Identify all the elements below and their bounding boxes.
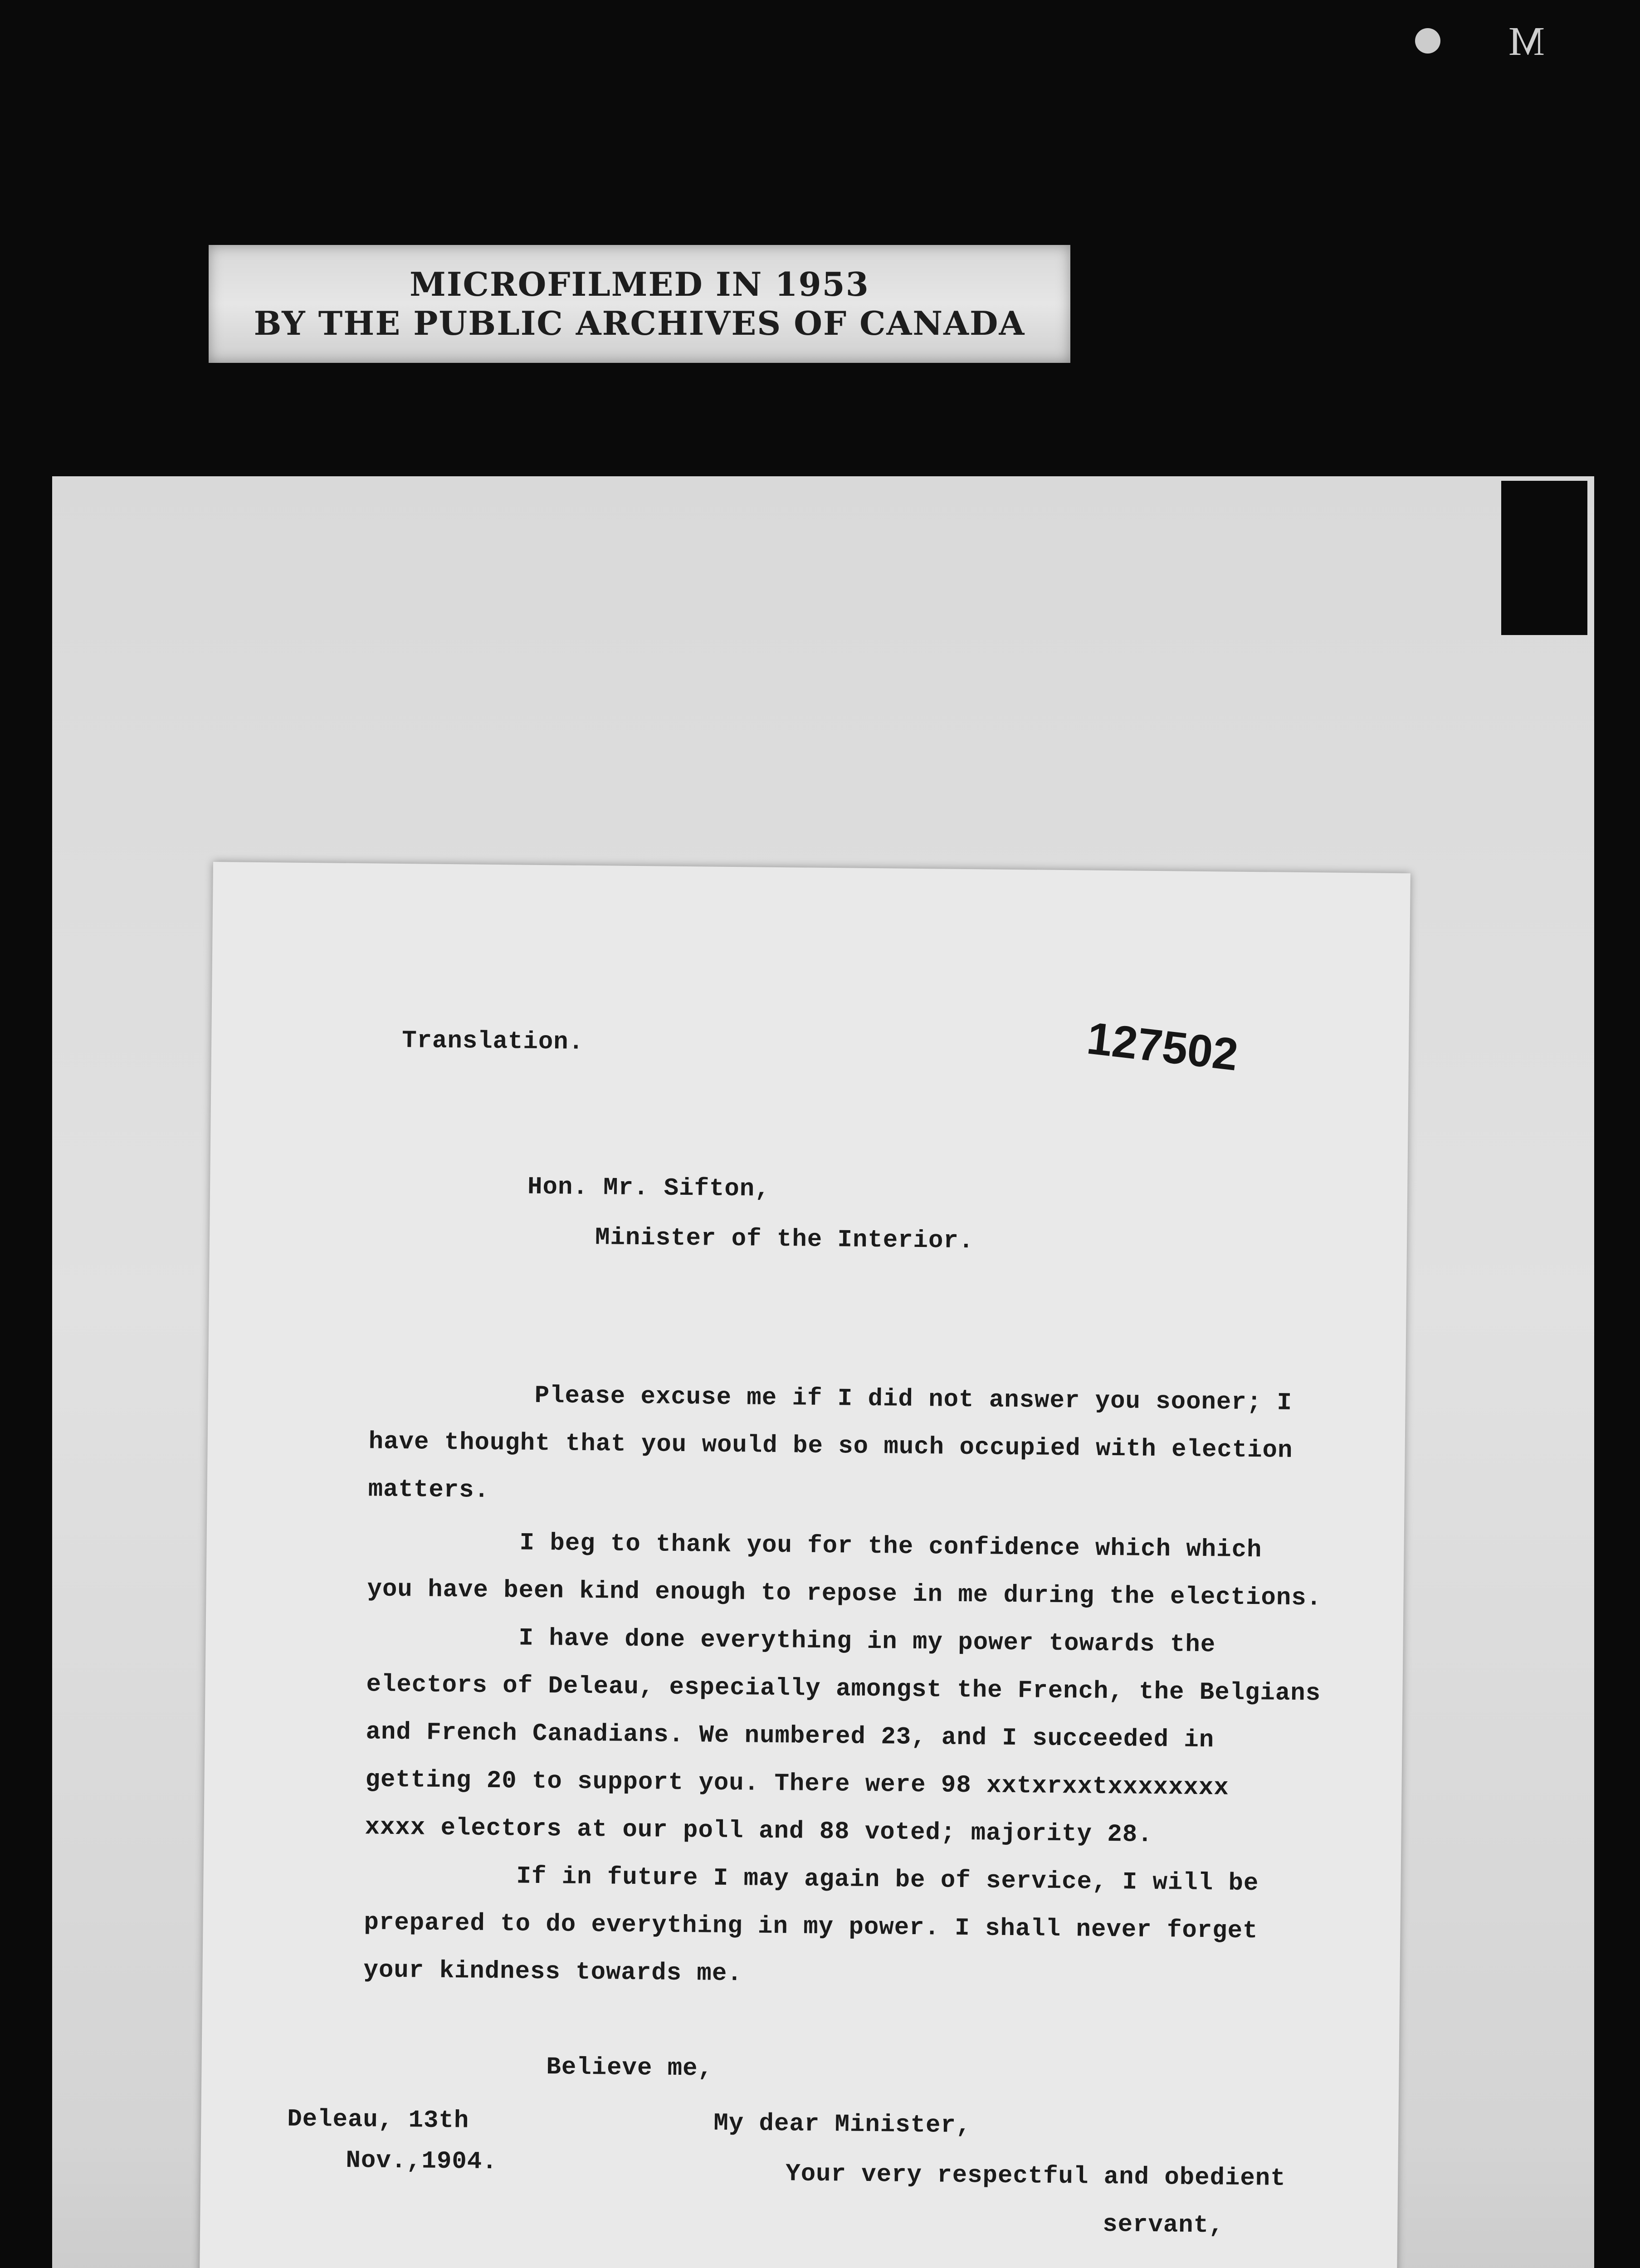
paragraph3-line2: electors of Deleau, especially amongst the French, the Belgians: [366, 1671, 1321, 1708]
film-corner-letter: M: [1508, 19, 1545, 64]
servant-line: servant,: [1102, 2210, 1224, 2240]
paragraph1-line2: have thought that you would be so much occupied with election: [368, 1428, 1293, 1465]
banner-line-2: BY THE PUBLIC ARCHIVES OF CANADA: [254, 304, 1025, 342]
letter-heading: Translation.: [401, 1027, 584, 1056]
paragraph4-line2: prepared to do everything in my power. I shall never forget: [364, 1909, 1258, 1945]
letter-date: Nov.,1904.: [346, 2146, 498, 2176]
salutation-line: My dear Minister,: [713, 2109, 971, 2140]
closing-line: Believe me,: [546, 2053, 713, 2083]
struck-typing-1: xxtxrxxtxxxxxxxx: [986, 1772, 1229, 1802]
paragraph3-line1: I have done everything in my power towards the: [518, 1624, 1216, 1659]
respect-line: Your very respectful and obedient: [785, 2160, 1286, 2193]
paragraph3-line4: [365, 1766, 1229, 1802]
paragraph3-line5: [365, 1813, 1153, 1849]
letter-place: Deleau, 13th: [287, 2105, 469, 2135]
addressee-title: Minister of the Interior.: [595, 1224, 974, 1256]
film-punch-dot: [1415, 28, 1440, 54]
microfilm-banner: [209, 245, 1070, 363]
letter-page: [199, 862, 1411, 2268]
paragraph2-line2: you have been kind enough to repose in me during the elections.: [367, 1575, 1322, 1613]
document-number: 127502: [1084, 1012, 1241, 1080]
paragraph4-line1: If in future I may again be of service, I will be: [516, 1862, 1259, 1898]
backing-sheet-notch: [1501, 481, 1587, 635]
paragraph3-line3: and French Canadians. We numbered 23, and I succeeded in: [366, 1718, 1215, 1755]
paragraph3-line5-text: electors at our poll and 88 voted; majority 28.: [440, 1814, 1153, 1849]
paragraph3-line4-text: getting 20 to support you. There were 98: [365, 1766, 972, 1800]
paragraph1-line3: matters.: [368, 1476, 490, 1505]
paragraph4-line3: your kindness towards me.: [363, 1956, 742, 1988]
struck-typing-2: xxxx: [365, 1813, 426, 1842]
paragraph2-line1: I beg to thank you for the confidence which which: [519, 1529, 1262, 1564]
paragraph1-line1: Please excuse me if I did not answer you sooner; I: [534, 1382, 1293, 1417]
banner-line-1: MICROFILMED IN 1953: [410, 265, 869, 303]
addressee-name: Hon. Mr. Sifton,: [527, 1173, 770, 1203]
